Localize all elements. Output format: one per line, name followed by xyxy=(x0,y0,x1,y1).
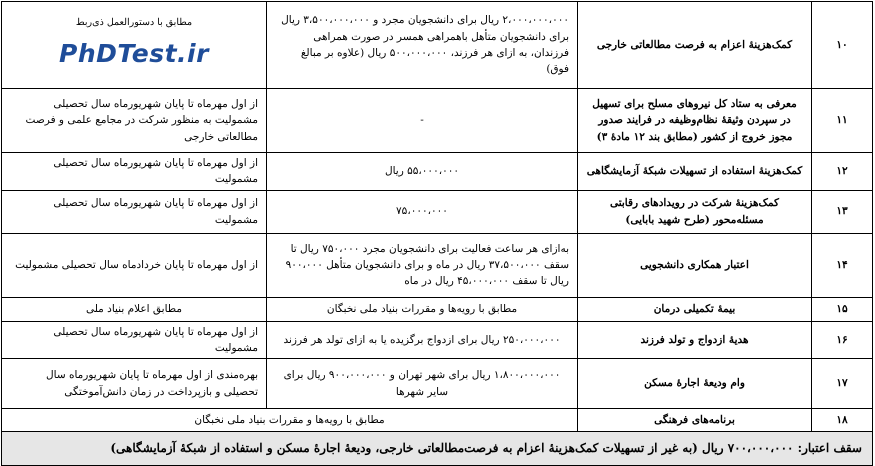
row-number: ۱۵ xyxy=(812,297,873,321)
row-title: کمک‌هزینهٔ اعزام به فرصت مطالعاتی خارجی xyxy=(578,2,812,89)
table-row xyxy=(2,359,873,409)
row-amount: ۲،۰۰۰،۰۰۰،۰۰۰ ریال برای دانشجویان مجرد و ۳،۵۰۰،۰۰۰،۰۰۰ ریال برای دانشجویان متأهل باهمراهی همسر در صورت همراهی فرزندان، به ازای هر فرزند، ۵۰۰،۰۰۰،۰۰۰ ریال (علاوه بر مبالغ فوق) xyxy=(267,2,578,89)
row-time: بهره‌مندی از اول مهرماه تا پایان شهریورماه سال تحصیلی و بازپرداخت در زمان دانش‌آموختگی xyxy=(2,359,267,409)
row-number: ۱۷ xyxy=(812,359,873,409)
row-time xyxy=(2,2,267,89)
credit-cap-text: سقف اعتبار: ۷۰۰،۰۰۰،۰۰۰ ریال (به غیر از تسهیلات کمک‌هزینهٔ اعزام به فرصت‌مطالعاتی خارجی، ودیعهٔ اجارهٔ مسکن و استفاده از شبکهٔ آزمایشگاهی) xyxy=(2,432,873,466)
table-row xyxy=(2,409,873,432)
row-number: ۱۰ xyxy=(812,2,873,89)
table-row xyxy=(2,2,873,89)
row-time: از اول مهرماه تا پایان شهریورماه سال تحصیلی مشمولیت xyxy=(2,190,267,233)
row-time: از اول مهرماه تا پایان شهریورماه سال تحصیلی مشمولیت xyxy=(2,153,267,191)
row-title: کمک‌هزینهٔ شرکت در رویدادهای رقابتی مسئله‌محور (طرح شهید بابایی) xyxy=(578,190,812,233)
table-row xyxy=(2,153,873,191)
row-number: ۱۳ xyxy=(812,190,873,233)
row-title: برنامه‌های فرهنگی xyxy=(578,409,812,432)
row-title: هدیهٔ ازدواج و تولد فرزند xyxy=(578,321,812,359)
row-time-text: مطابق با دستورالعمل ذی‌ربط xyxy=(75,17,193,29)
row-amount: - xyxy=(267,89,578,153)
row-number: ۱۶ xyxy=(812,321,873,359)
row-amount: ۱،۸۰۰،۰۰۰،۰۰۰ ریال برای شهر تهران و ۹۰۰،۰۰۰،۰۰۰ ریال برای سایر شهرها xyxy=(267,359,578,409)
row-merged-text: مطابق با رویه‌ها و مقررات بنیاد ملی نخبگان xyxy=(2,409,578,432)
row-number: ۱۱ xyxy=(812,89,873,153)
row-title: بیمهٔ تکمیلی درمان xyxy=(578,297,812,321)
row-time: مطابق اعلام بنیاد ملی xyxy=(2,297,267,321)
row-title: معرفی به ستاد کل نیروهای مسلح برای تسهیل در سپردن وثیقهٔ نظام‌وظیفه در فرایند صدور مجوز خروج از کشور (مطابق بند ۱۲ مادهٔ ۳) xyxy=(578,89,812,153)
row-amount: مطابق با رویه‌ها و مقررات بنیاد ملی نخبگان xyxy=(267,297,578,321)
row-time: از اول مهرماه تا پایان شهریورماه سال تحصیلی مشمولیت به منظور شرکت در مجامع علمی و فرصت مطالعاتی خارجی xyxy=(2,89,267,153)
row-number: ۱۲ xyxy=(812,153,873,191)
table-row xyxy=(2,233,873,297)
credit-cap-row xyxy=(2,432,873,466)
row-amount: ۲۵۰،۰۰۰،۰۰۰ ریال برای ازدواج برگزیده یا به ازای تولد هر فرزند xyxy=(267,321,578,359)
row-number: ۱۸ xyxy=(812,409,873,432)
table-row xyxy=(2,190,873,233)
row-number: ۱۴ xyxy=(812,233,873,297)
row-time: از اول مهرماه تا پایان خردادماه سال تحصیلی مشمولیت xyxy=(2,233,267,297)
row-amount: ۷۵،۰۰۰،۰۰۰ xyxy=(267,190,578,233)
row-title: اعتبار همکاری دانشجویی xyxy=(578,233,812,297)
row-title: وام ودیعهٔ اجارهٔ مسکن xyxy=(578,359,812,409)
row-title: کمک‌هزینهٔ استفاده از تسهیلات شبکهٔ آزمایشگاهی xyxy=(578,153,812,191)
row-amount: به‌ازای هر ساعت فعالیت برای دانشجویان مجرد ۷۵۰،۰۰۰ ریال تا سقف ۳۷،۵۰۰،۰۰۰ ریال در ماه و برای دانشجویان متأهل ۹۰۰،۰۰۰ ریال تا سقف ۴۵،۰۰۰،۰۰۰ ریال در ماه xyxy=(267,233,578,297)
phdtest-logo: PhDTest.ir xyxy=(59,38,209,68)
table-row xyxy=(2,89,873,153)
table-row xyxy=(2,297,873,321)
row-time: از اول مهرماه تا پایان شهریورماه سال تحصیلی مشمولیت xyxy=(2,321,267,359)
benefits-table xyxy=(1,1,873,466)
row-amount: ۵۵،۰۰۰،۰۰۰ ریال xyxy=(267,153,578,191)
table-row xyxy=(2,321,873,359)
